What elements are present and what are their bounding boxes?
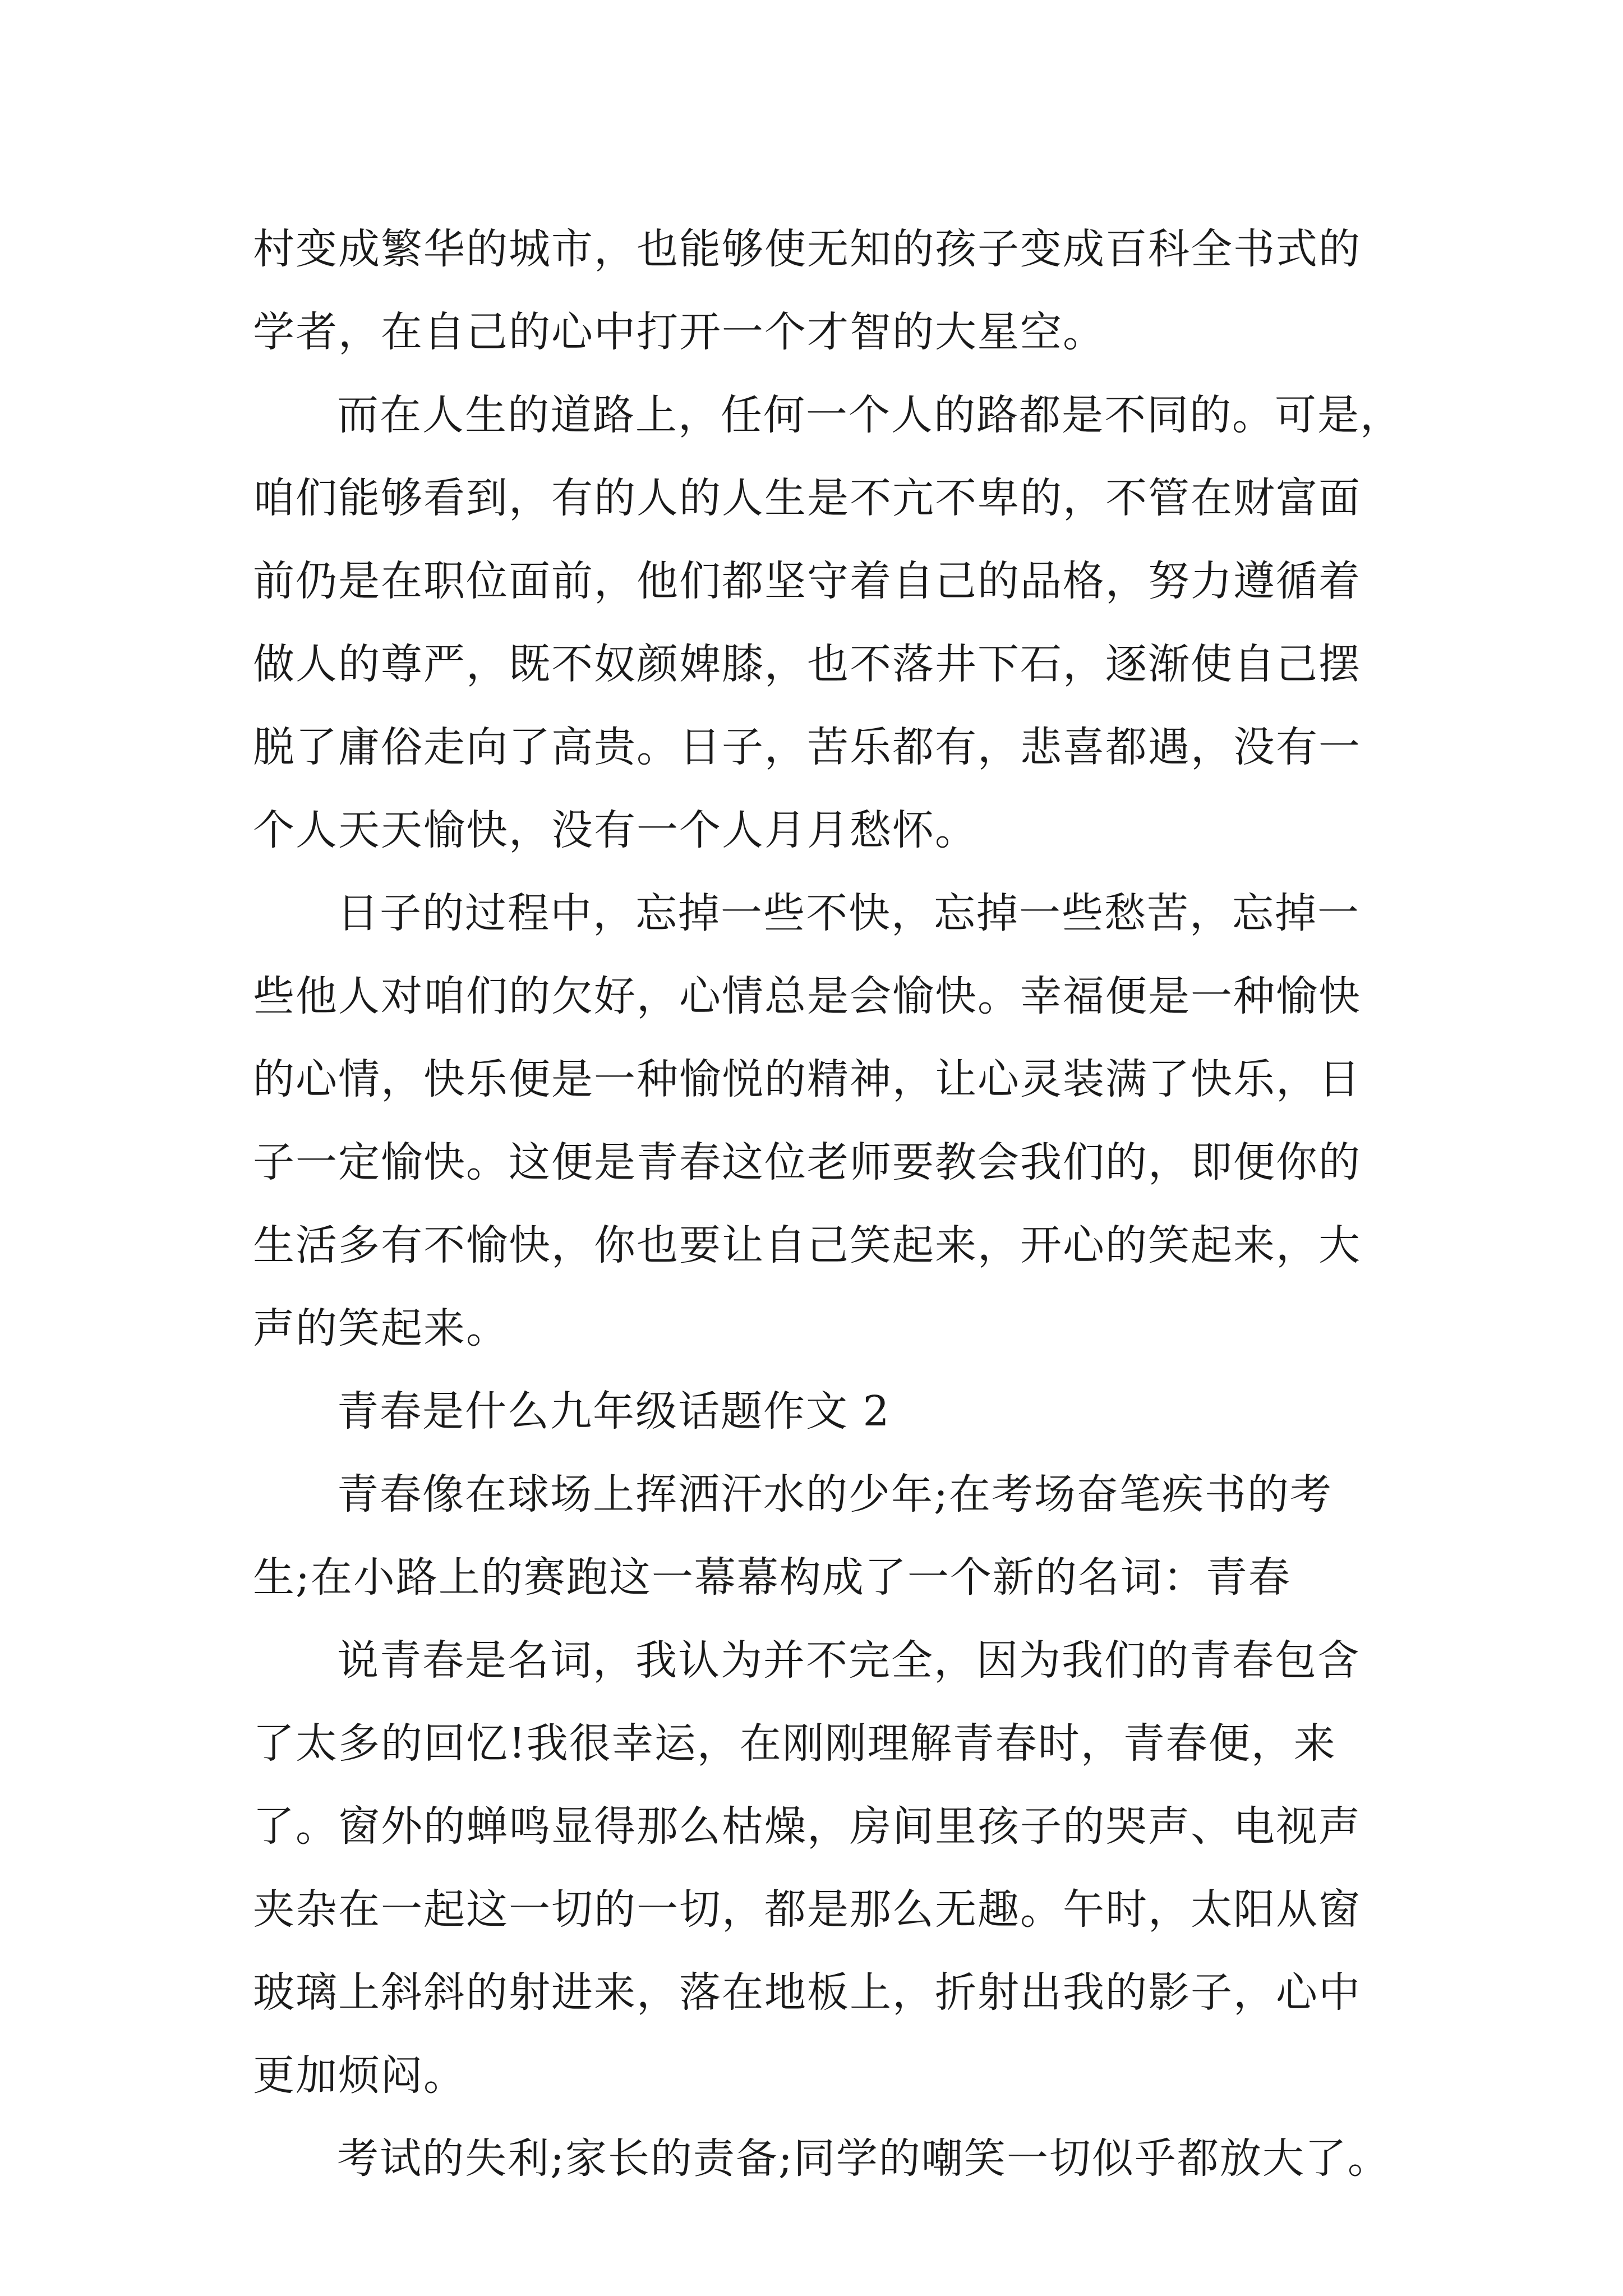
text-line: 日子的过程中，忘掉一些不快，忘掉一些愁苦，忘掉一	[337, 889, 1360, 937]
text-line: 玻璃上斜斜的射进来，落在地板上，折射出我的影子，心中	[253, 1968, 1361, 2017]
text-line: 了。窗外的蝉鸣显得那么枯燥，房间里孩子的哭声、电视声	[253, 1802, 1361, 1851]
text-line: 子一定愉快。这便是青春这位老师要教会我们的，即便你的	[253, 1138, 1361, 1186]
text-line: 学者，在自己的心中打开一个才智的大星空。	[253, 308, 1105, 356]
text-line: 个人天天愉快，没有一个人月月愁怀。	[253, 806, 978, 854]
text-line: 说青春是名词，我认为并不完全，因为我们的青春包含	[337, 1636, 1360, 1685]
text-line: 青春像在球场上挥洒汗水的少年;在考场奋笔疾书的考	[337, 1470, 1332, 1519]
text-line: 声的笑起来。	[253, 1304, 509, 1352]
text-line: 夹杂在一起这一切的一切，都是那么无趣。午时，太阳从窗	[253, 1885, 1361, 1934]
text-line: 生;在小路上的赛跑这一幕幕构成了一个新的名词：青春	[253, 1553, 1291, 1602]
text-line: 而在人生的道路上，任何一个人的路都是不同的。可是，	[337, 391, 1403, 439]
text-line: 的心情，快乐便是一种愉悦的精神，让心灵装满了快乐，日	[253, 1055, 1361, 1103]
text-line: 考试的失利;家长的责备;同学的嘲笑一切似乎都放大了。	[337, 2134, 1390, 2183]
text-line: 脱了庸俗走向了高贵。日子，苦乐都有，悲喜都遇，没有一	[253, 723, 1361, 771]
text-line: 前仍是在职位面前，他们都坚守着自己的品格，努力遵循着	[253, 557, 1361, 605]
body-text	[253, 208, 1414, 2200]
text-line: 更加烦闷。	[253, 2051, 466, 2100]
text-line: 生活多有不愉快，你也要让自己笑起来，开心的笑起来，大	[253, 1221, 1361, 1269]
text-line: 村变成繁华的城市，也能够使无知的孩子变成百科全书式的	[253, 225, 1361, 273]
text-line: 了太多的回忆!我很幸运，在刚刚理解青春时，青春便，来	[253, 1719, 1336, 1768]
text-line: 做人的尊严，既不奴颜婢膝，也不落井下石，逐渐使自己摆	[253, 640, 1361, 688]
text-line: 些他人对咱们的欠好，心情总是会愉快。幸福便是一种愉快	[253, 972, 1361, 1020]
section-heading: 青春是什么九年级话题作文 2	[337, 1387, 891, 1435]
text-line: 咱们能够看到，有的人的人生是不亢不卑的，不管在财富面	[253, 474, 1361, 522]
